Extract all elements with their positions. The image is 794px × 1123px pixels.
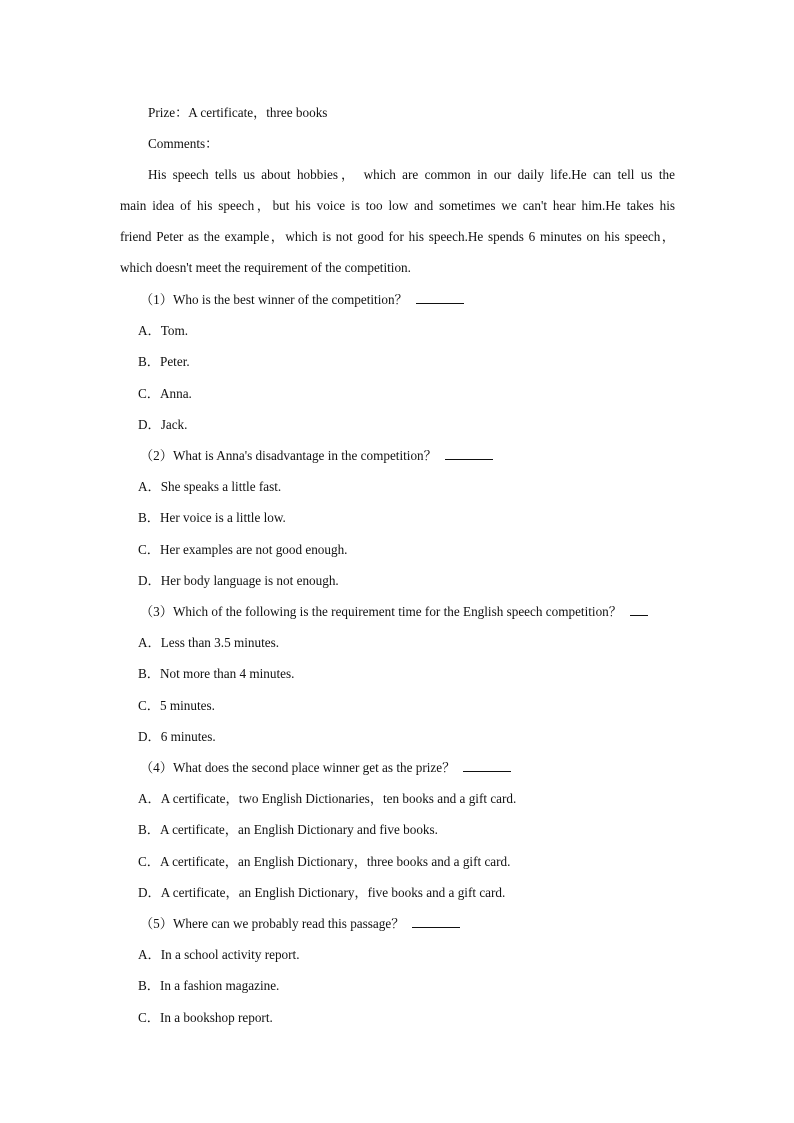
question-2-option-c: C．Her examples are not good enough.: [138, 542, 348, 557]
comment-line-3: friend Peter as the example，which is not good for his speech.He spends 6 minutes on his speech，: [120, 229, 675, 244]
question-3-option-d: D．6 minutes.: [138, 729, 216, 744]
question-4-option-d: D．A certificate，an English Dictionary，five books and a gift card.: [138, 885, 506, 900]
question-1-prompt: （1）Who is the best winner of the competition？: [140, 292, 408, 307]
question-1-option-b: B．Peter.: [138, 354, 190, 369]
question-3-option-b: B．Not more than 4 minutes.: [138, 666, 295, 681]
question-4-row: [140, 759, 695, 776]
question-2-option-b: B．Her voice is a little low.: [138, 510, 286, 525]
question-3-option-a: A．Less than 3.5 minutes.: [138, 635, 280, 650]
question-2-option-d: D．Her body language is not enough.: [138, 573, 339, 588]
question-1-option-a: A．Tom.: [138, 323, 188, 338]
question-2-row: [140, 447, 695, 464]
question-3-answer-blank[interactable]: [630, 603, 648, 616]
question-2-answer-blank[interactable]: [445, 447, 493, 460]
question-5-option-b: B．In a fashion magazine.: [138, 978, 280, 993]
question-5-option-a: A．In a school activity report.: [138, 947, 300, 962]
comment-line-1: His speech tells us about hobbies， which are common in our daily life.He can tell us the: [148, 167, 675, 182]
question-4-option-c: C．A certificate，an English Dictionary，three books and a gift card.: [138, 854, 511, 869]
comment-line-4: which doesn't meet the requirement of the competition.: [120, 260, 411, 275]
question-4-option-a: A．A certificate，two English Dictionaries，ten books and a gift card.: [138, 791, 517, 806]
comment-line-2: main idea of his speech，but his voice is too low and sometimes we can't hear him.He takes his: [120, 198, 675, 213]
question-1-answer-blank[interactable]: [416, 291, 464, 304]
question-5-row: [140, 915, 695, 932]
question-4-answer-blank[interactable]: [463, 759, 511, 772]
question-4-prompt: （4）What does the second place winner get as the prize？: [140, 760, 456, 775]
question-3-prompt: （3）Which of the following is the requirement time for the English speech competition？: [140, 604, 622, 619]
question-4-option-b: B．A certificate，an English Dictionary and five books.: [138, 822, 438, 837]
question-5-answer-blank[interactable]: [412, 915, 460, 928]
comments-label: Comments：: [148, 136, 219, 151]
question-3-row: [140, 603, 695, 620]
question-2-prompt: （2）What is Anna's disadvantage in the competition？: [140, 448, 437, 463]
prize-line: Prize：A certificate，three books: [148, 105, 328, 120]
question-1-option-c: C．Anna.: [138, 386, 192, 401]
question-5-option-c: C．In a bookshop report.: [138, 1010, 273, 1025]
question-2-option-a: A．She speaks a little fast.: [138, 479, 282, 494]
question-1-row: [140, 291, 695, 308]
question-5-prompt: （5）Where can we probably read this passage？: [140, 916, 405, 931]
question-1-option-d: D．Jack.: [138, 417, 188, 432]
question-3-option-c: C．5 minutes.: [138, 698, 215, 713]
